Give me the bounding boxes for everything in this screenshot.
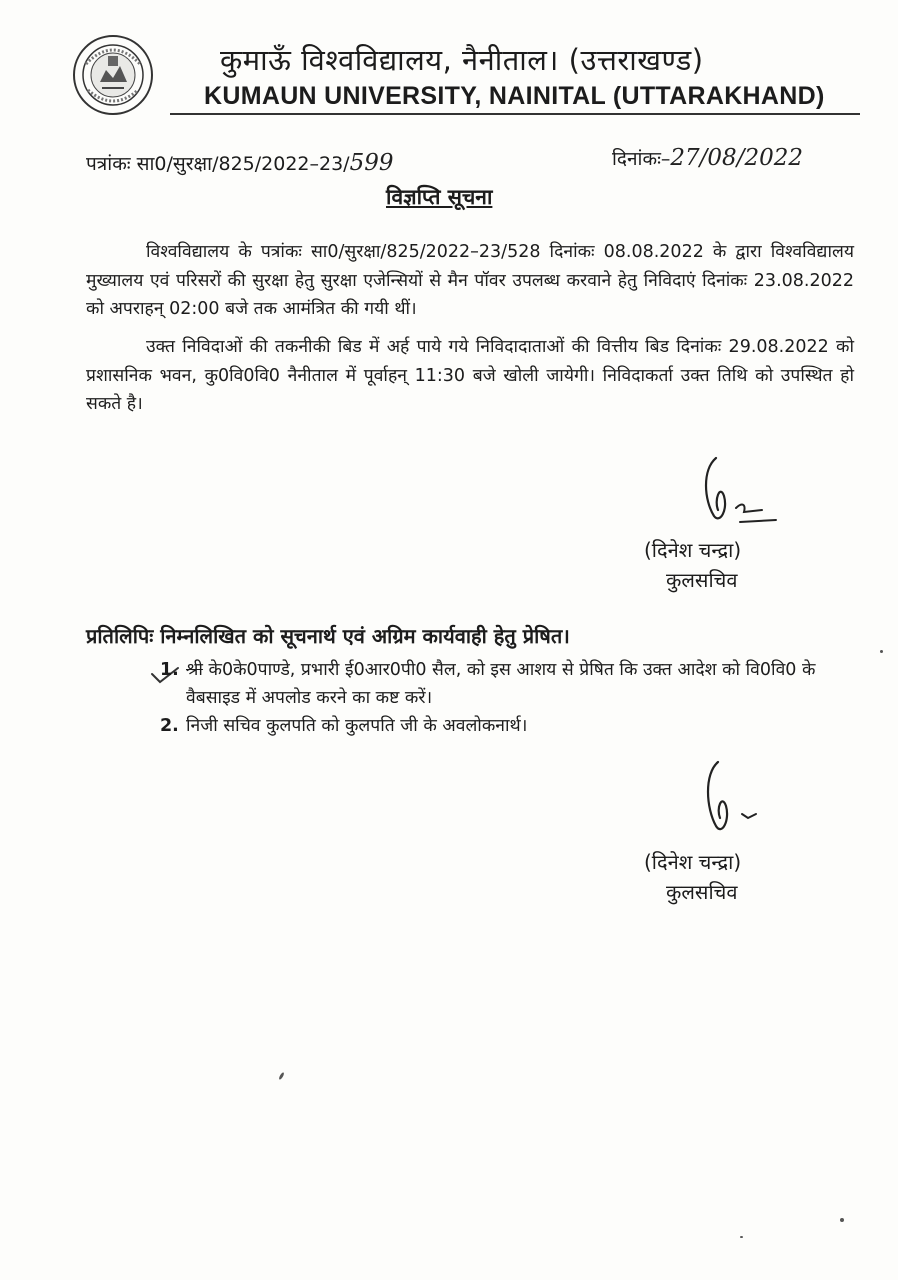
header-divider (170, 113, 860, 115)
body-paragraph-2: उक्त निविदाओं की तकनीकी बिड में अर्ह पाये गये निविदादाताओं की वित्तीय बिड दिनांकः 29.08.2022 को प्रशासनिक भवन, कु0वि0वि0 नैनीताल में पूर्वाहन् 11:30 बजे खोली जायेगी। निविदाकर्ता उक्त तिथि को उपस्थित हो सकते है। (86, 337, 854, 414)
copy-item-struck-prefix: श्री (186, 660, 203, 680)
copy-heading: प्रतिलिपिः निम्नलिखित को सूचनार्थ एवं अग्रिम कार्यवाही हेतु प्रेषित। (86, 624, 570, 648)
scan-speck (840, 1218, 844, 1222)
signatory-name: (दिनेश चन्द्रा) (644, 538, 742, 562)
scan-speck (880, 650, 883, 653)
university-title-hindi: कुमाऊँ विश्वविद्यालय, नैनीताल। (उत्तराखण्ड) (220, 43, 704, 77)
university-title-english: KUMAUN UNIVERSITY, NAINITAL (UTTARAKHAND) (204, 82, 825, 110)
signatory-designation: कुलसचिव (666, 568, 738, 592)
copy-list-item (160, 656, 860, 712)
date-handwritten-value: 27/08/2022 (670, 145, 803, 171)
scan-speck (278, 1072, 285, 1080)
date-label: दिनांकः– (612, 148, 671, 170)
handwritten-signature (684, 450, 804, 540)
copy-list-item (160, 712, 860, 740)
copy-item-text: के0के0पाण्डे, प्रभारी ई0आर0पी0 सैल, को इस आशय से प्रेषित कि उक्त आदेश को वि0वि0 के वैबसाइड में अपलोड करने का कष्ट करें। (186, 660, 816, 708)
signature-block-copy (644, 756, 844, 906)
reference-number (86, 150, 394, 176)
signature-block (644, 450, 844, 600)
university-seal-logo (72, 34, 154, 116)
reference-handwritten-number: 599 (349, 150, 394, 176)
handwritten-signature (684, 756, 804, 852)
signatory-designation: कुलसचिव (666, 880, 738, 904)
copy-item-text: निजी सचिव कुलपति को कुलपति जी के अवलोकनार्थ। (186, 716, 528, 736)
reference-label: पत्रांकः सा0/सुरक्षा/825/2022–23/ (86, 153, 350, 175)
scan-speck (740, 1236, 743, 1238)
body-paragraph-1: विश्वविद्यालय के पत्रांकः सा0/सुरक्षा/825/2022–23/528 दिनांकः 08.08.2022 के द्वारा विश्वविद्यालय मुख्यालय एवं परिसरों की सुरक्षा हेतु सुरक्षा एजेन्सियों से मैन पॉवर उपलब्ध करवाने हेतु निविदाएं दिनांकः 23.08.2022 को अपराहन् 02:00 बजे तक आमंत्रित की गयी थीं। (86, 242, 854, 319)
copy-item-number: 2. (160, 716, 179, 736)
notice-title: विज्ञप्ति सूचना (386, 185, 493, 209)
letter-date (612, 145, 803, 171)
copy-list (160, 656, 860, 740)
copy-item-number: 1. (160, 660, 179, 680)
signatory-name: (दिनेश चन्द्रा) (644, 850, 742, 874)
